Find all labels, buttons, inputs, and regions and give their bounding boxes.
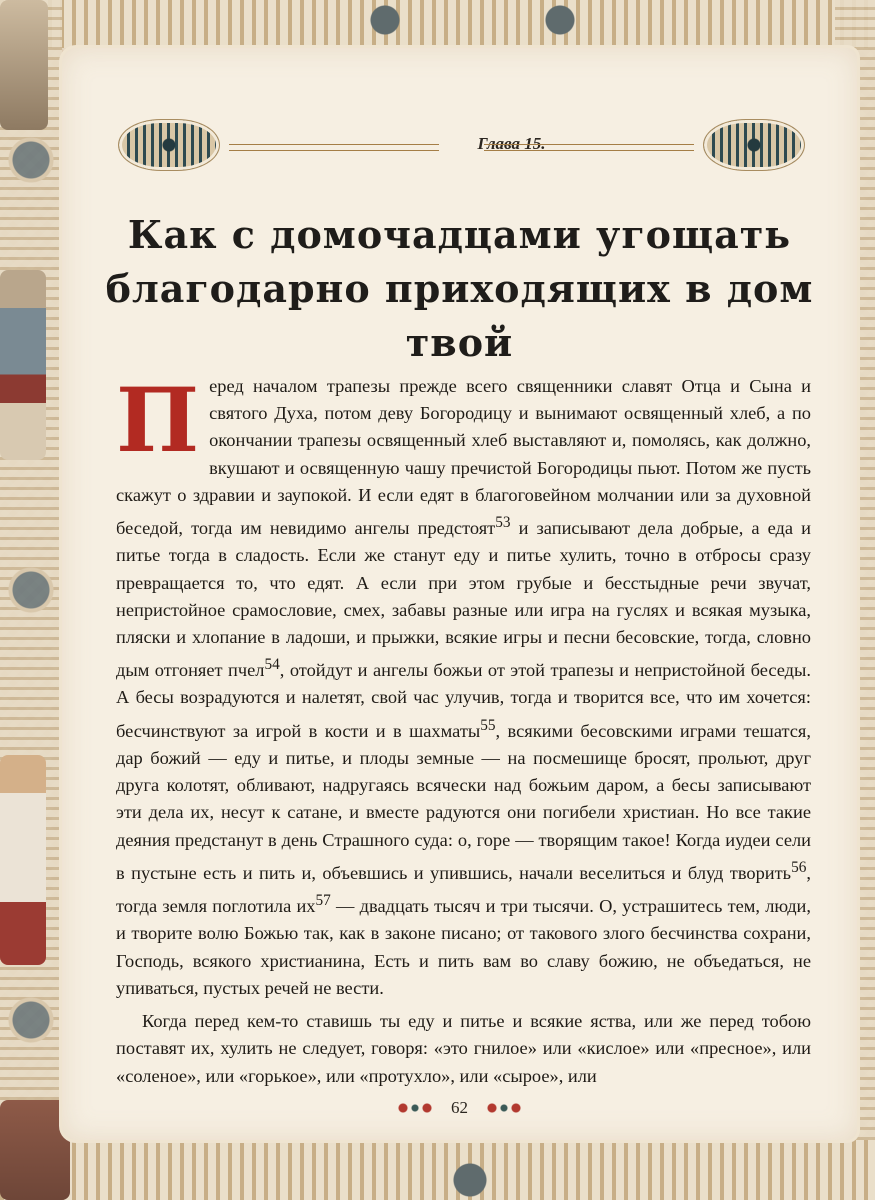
tower-illustration [0,1100,70,1200]
drop-cap: П [116,368,200,472]
chapter-header [119,120,804,174]
paragraph-1-text-2: и записывают дела добрые, а еда и питье тогда в сладость. Если же станут еду и питье хулить, точно в отбросы сразу превращается то, что едят. А если при этом грубые и бесстыдные речи звучат, непристойное срамословие, смех, забавы разные или игра на гуслях и всякая музыка, пляски и хлопание в ладоши, и прыжки, всякие игры и песни бесовские, тогда, словно дым отгоняет пчел [116,518,811,681]
title-line-2: благодарно приходящих в дом твой [105,266,814,365]
title-line-1: Как с домочадцами угощать [127,212,792,257]
paragraph-1-text: еред началом трапезы прежде всего священники славят Отца и Сына и святого Духа, потом деву Богородицу и вынимают освященный хлеб, а по окончании трапезы освященный хлеб выставляют и, помолясь, как должно, вкушают и освященную чашу пречистой Богородицы пьют. Потом же пусть скажут о здравии и заупокой. И если едят в благоговейном молчании или за духовной беседой, тогда им невидимо ангелы предстоят [116,376,811,539]
chapter-label: Глава 15. [477,134,546,153]
church-illustration [0,0,48,130]
book-page [62,48,857,1140]
bottom-ornament-strip [0,1140,875,1200]
body-text [116,368,811,1090]
left-ornament-icon [119,120,219,170]
top-ornament-strip [0,0,875,48]
chapter-title [102,208,817,370]
footnote-55: 55 [480,716,496,734]
page-footer [62,1098,857,1124]
page-number: 62 [451,1098,468,1117]
paragraph-1 [116,368,811,1002]
footnote-56: 56 [791,858,807,876]
header-rule-left [229,144,439,151]
paragraph-2: Когда перед кем-то ставишь ты еду и питье и всякие яства, или же перед тобою поставят их, хулить не следует, говоря: «это гнилое» или «кислое» или «пресное», или «соленое», или «горькое», или «протухло», или «сырое», или [116,1011,811,1086]
paragraph-1-text-6: — двадцать тысяч и три тысячи. О, устрашитесь тем, люди, и творите волю Божью так, как в законе писано; от такового злого бесчинства сохрани, Господь, всякого христианина, Есть и пить вам во славу божию, не объедаться, не упиваться, пустых речей не вести. [116,896,811,998]
woman-figure-illustration [0,755,46,965]
footnote-53: 53 [495,514,511,532]
paragraph-1-text-4: , всякими бесовскими играми тешатся, дар божий — еду и питье, и плоды земные — на посмешище бросят, прольют, друг друга колотят, обливают, надругаясь всячески над божьим даром, а бесы записывают эти дела их, несут к сатане, и вместе радуются они погибели христиан. Но все такие деяния предстанут в день Страшного суда: о, горе — творящим такое! Когда иудеи сели в пустыне есть и пить и, объевшись и упившись, начали веселиться и блуд творить [116,720,811,883]
footnote-57: 57 [315,892,331,910]
left-ornament-strip [0,0,62,1200]
flower-ornament-icon [393,1102,437,1114]
right-ornament-icon [704,120,804,170]
flower-ornament-icon [482,1102,526,1114]
paragraph-1-text-3: , отойдут и ангелы божьи от этой трапезы и непристойной беседы. А бесы возрадуются и налетят, свой час улучив, тогда и творится все, что им хочется: бесчинствуют за игрой в кости и в шахматы [116,660,811,741]
header-rule-right [484,144,694,151]
paragraph-1-text-5: , тогда земля поглотила их [116,862,811,917]
boyar-figure-illustration [0,270,46,460]
footnote-54: 54 [264,656,280,674]
